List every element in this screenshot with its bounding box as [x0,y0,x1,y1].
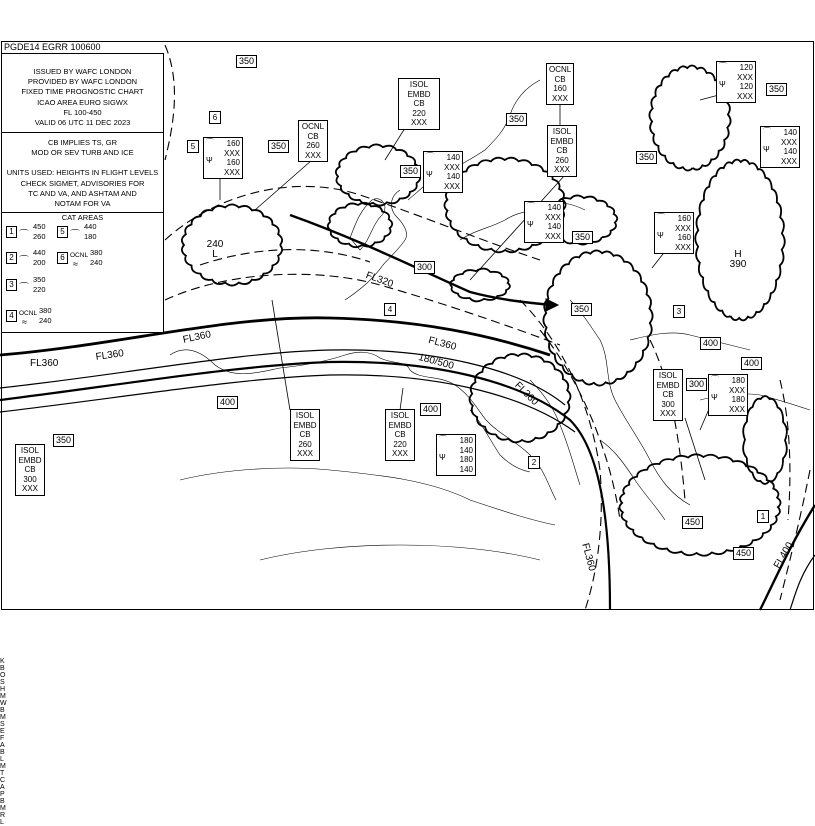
tropopause-height-label: 350 [268,140,289,153]
turb-info-line: 140 [783,147,797,156]
cb-info-box [385,409,415,461]
icing-symbol: Ψ [527,220,534,229]
tropopause-height-label: 450 [733,547,754,560]
turb-info-line: XXX [736,72,753,82]
turb-info-line: XXX [780,137,797,147]
tropopause-height-label: 400 [741,357,762,370]
cat-area-number: 2 [6,252,17,264]
jet-stream-label: FL320 [364,270,395,291]
tropopause-height-label: 350 [506,113,527,126]
tropopause-height-label: 350 [766,83,787,96]
station-marker: S [0,679,5,686]
turbulence-symbol: ⌒ [19,230,29,241]
turb-info-line: 120 [739,82,753,91]
cb-info-line: CB [554,74,566,84]
notes-line: UNITS USED: HEIGHTS IN FLIGHT LEVELS [6,168,159,178]
turb-info-line: 140 [459,464,473,474]
cb-info-line: XXX [296,449,313,458]
jet-stream-label: FL360 [512,380,541,408]
turb-info-line: 160 [677,233,691,242]
turbulence-symbol: ⌒ [657,213,665,222]
issue-line: PROVIDED BY WAFC LONDON [27,77,138,87]
cb-info-line: 300 [23,474,37,484]
issue-line: FIXED TIME PROGNOSTIC CHART [21,87,144,97]
cat-area-number: 5 [57,226,68,238]
cat-area-base: 180 [84,232,97,241]
pressure-centre-value: 390 [729,258,747,270]
cat-area-marker: 3 [673,305,685,318]
icing-symbol: Ψ [763,145,770,154]
cb-info-line: 220 [393,439,407,449]
turb-info-line: XXX [544,212,561,222]
cb-info-line: ISOL [20,446,40,455]
issue-block [2,67,163,128]
notes-block [2,138,163,209]
pressure-centre [204,239,226,260]
cb-info-line: CB [413,99,425,108]
station-marker: B [0,707,5,714]
turb-info-line: XXX [674,223,691,233]
cb-info-line: ISOL [295,411,315,420]
cb-info-line: EMBD [550,136,574,146]
cat-area-number: 4 [6,310,17,322]
jet-stream-label: FL360 [427,335,458,353]
tropopause-height-label: 400 [420,403,441,416]
notes-line [2,158,163,168]
station-marker: A [0,742,5,749]
turb-info-line: 140 [547,222,561,231]
station-marker: P [0,791,5,798]
pressure-centre-value: 240 [206,239,224,250]
jet-stream-label: 180/500 [417,352,455,372]
cat-area-top: 440 [84,222,97,231]
cat-area-marker: 4 [384,303,396,316]
turb-info-line: 180 [459,436,473,445]
station-marker: B [0,798,5,805]
tropopause-height-label: 350 [572,231,593,244]
turb-info-line: 140 [446,172,460,181]
turb-info-line: XXX [780,156,797,166]
cb-info-line: EMBD [293,420,317,430]
cb-info-line: EMBD [18,455,42,465]
turb-info-line: 120 [739,63,753,72]
station-marker: A [0,784,5,791]
cb-info-line: 260 [555,155,569,165]
turb-info-line: 160 [226,158,240,167]
turb-info-line: XXX [674,242,691,252]
cat-area-marker: 1 [757,510,769,523]
pressure-centre [727,249,749,270]
turb-info-line: XXX [223,167,240,177]
cat-area-number: 6 [57,252,68,264]
turbulence-symbol: ⌒ [19,283,29,294]
cb-info-box [15,444,45,496]
turb-info-line: 180 [731,376,745,385]
turbulence-symbol: ≈ [73,259,78,269]
station-marker: L [0,756,4,763]
cb-info-box [298,120,328,162]
station-marker: C [0,777,6,784]
cb-info-box [547,125,577,177]
cat-area-marker: 6 [209,111,221,124]
cb-info-box [546,63,574,105]
station-marker: H [0,686,6,693]
cat-area-top: 380 [90,248,103,257]
jet-stream-label: FL360 [579,542,598,573]
tropopause-height-label: 350 [400,165,421,178]
turb-info-line: XXX [223,148,240,158]
notes-line: CHECK SIGMET, ADVISORIES FOR [20,178,145,188]
issue-line: ICAO AREA EURO SIGWX [37,97,128,107]
cb-info-line: 260 [298,439,312,449]
cb-info-line: EMBD [388,420,412,430]
station-marker: B [0,749,5,756]
cb-info-box [653,369,683,421]
station-marker: O [0,672,6,679]
station-marker: E [0,728,5,735]
cat-area-number: 3 [6,279,17,291]
tropopause-height-label: 350 [53,434,74,447]
cb-info-box [290,409,320,461]
issue-line: VALID 06 UTC 11 DEC 2023 [34,118,131,128]
turb-info-line: XXX [443,162,460,172]
cat-area-ocnl: OCNL [70,252,89,259]
cb-info-line: CB [24,465,36,474]
cat-area-base: 260 [33,232,46,241]
cat-area-top: 380 [39,306,52,315]
cb-info-line: ISOL [552,127,572,136]
station-marker: M [0,693,6,700]
turbulence-symbol: ⌒ [527,202,535,211]
cb-info-line: ISOL [409,80,429,89]
icing-symbol: Ψ [206,156,213,165]
cb-info-line: XXX [410,118,427,127]
cb-info-line: XXX [551,93,568,103]
cat-areas-title: CAT AREAS [61,213,104,222]
cat-area-top: 440 [33,248,46,257]
tropopause-height-label: 350 [571,303,592,316]
station-marker: M [0,805,6,812]
cb-info-line: CB [662,390,674,399]
cb-info-line: OCNL [301,122,325,131]
legend-divider [2,132,163,133]
pressure-centre-letter: H [734,249,742,260]
station-marker: K [0,658,5,665]
cb-info-line: EMBD [407,89,431,99]
station-marker: W [0,700,7,707]
tropopause-height-label: 400 [700,337,721,350]
icing-symbol: Ψ [657,231,664,240]
turbulence-symbol: ⌒ [439,435,447,444]
cb-info-line: CB [299,430,311,439]
icing-symbol: Ψ [439,453,446,462]
turbulence-symbol: ≈ [22,317,27,327]
jet-stream-label: FL360 [95,348,125,363]
turb-info-line: XXX [736,91,753,101]
station-marker: F [0,735,5,742]
cb-info-line: 300 [661,399,675,409]
turb-info-line: 160 [226,139,240,148]
cb-info-line: 220 [412,108,426,118]
turb-info-line: XXX [728,404,745,414]
pressure-centre-letter: L [212,248,218,260]
jet-stream-label: FL360 [182,329,213,346]
turb-info-line: 180 [459,455,473,464]
legend-panel [1,53,164,333]
tropopause-height-label: 300 [686,378,707,391]
turb-info-line: 140 [783,128,797,137]
station-marker: S [0,721,5,728]
station-marker: L [0,819,4,826]
turb-info-line: XXX [728,385,745,395]
jet-stream-label: FL360 [30,358,59,369]
station-marker: M [0,714,6,721]
icing-symbol: Ψ [711,393,718,402]
notes-line: MOD OR SEV TURB AND ICE [31,148,134,158]
tropopause-height-label: 300 [414,261,435,274]
turbulence-symbol: ⌒ [70,230,80,241]
turb-info-line: XXX [443,181,460,191]
cat-area-top: 450 [33,222,46,231]
tropopause-height-label: 350 [236,55,257,68]
cb-info-line: XXX [21,484,38,493]
station-marker: T [0,770,5,777]
cb-info-line: ISOL [658,371,678,380]
cb-info-line: CB [394,430,406,439]
turbulence-symbol: ⌒ [711,375,719,384]
tropopause-height-label: 400 [217,396,238,409]
cat-area-marker: 2 [528,456,540,469]
cb-info-line: CB [556,146,568,155]
station-marker: M [0,763,6,770]
turb-info-line: XXX [544,231,561,241]
icing-symbol: Ψ [719,80,726,89]
cb-info-line: CB [307,131,319,141]
turb-info-line: 140 [547,203,561,212]
turbulence-symbol: ⌒ [206,138,214,147]
station-marker: R [0,812,6,819]
cb-info-line: XXX [659,409,676,418]
cb-info-line: XXX [304,150,321,160]
chart-header: PGDE14 EGRR 100600 [4,42,101,52]
turb-info-line: 180 [731,395,745,404]
turb-info-line: 140 [459,445,473,455]
cb-info-line: 160 [553,84,567,93]
tropopause-height-label: 350 [636,151,657,164]
cat-area-base: 220 [33,285,46,294]
cat-area-number: 1 [6,226,17,238]
notes-line: NOTAM FOR VA [54,199,111,209]
cat-area-ocnl: OCNL [19,310,38,317]
cat-area-base: 200 [33,258,46,267]
turbulence-symbol: ⌒ [426,152,434,161]
turb-info-line: 140 [446,153,460,162]
cat-area-base: 240 [90,258,103,267]
cb-info-line: EMBD [656,380,680,390]
cb-info-line: XXX [391,449,408,458]
issue-line: ISSUED BY WAFC LONDON [33,67,132,76]
notes-line: CB IMPLIES TS, GR [47,138,118,147]
cb-info-line: OCNL [549,65,572,74]
cb-info-line: XXX [553,165,570,174]
turbulence-symbol: ⌒ [763,127,771,136]
turb-info-line: 160 [677,214,691,223]
icing-symbol: Ψ [426,170,433,179]
cat-area-top: 350 [33,275,46,284]
cat-area-base: 240 [39,316,52,325]
tropopause-height-label: 450 [682,516,703,529]
cb-info-line: 260 [306,141,320,150]
turbulence-symbol: ⌒ [719,62,727,71]
cb-info-line: ISOL [390,411,410,420]
issue-line: FL 100-450 [63,107,102,117]
notes-line: TC AND VA, AND ASHTAM AND [28,188,137,198]
turbulence-symbol: ⌒ [19,256,29,267]
station-marker: B [0,665,5,672]
cb-info-box [398,78,440,130]
cat-area-marker: 5 [187,140,199,153]
jet-stream-label: FL400 [772,540,796,571]
